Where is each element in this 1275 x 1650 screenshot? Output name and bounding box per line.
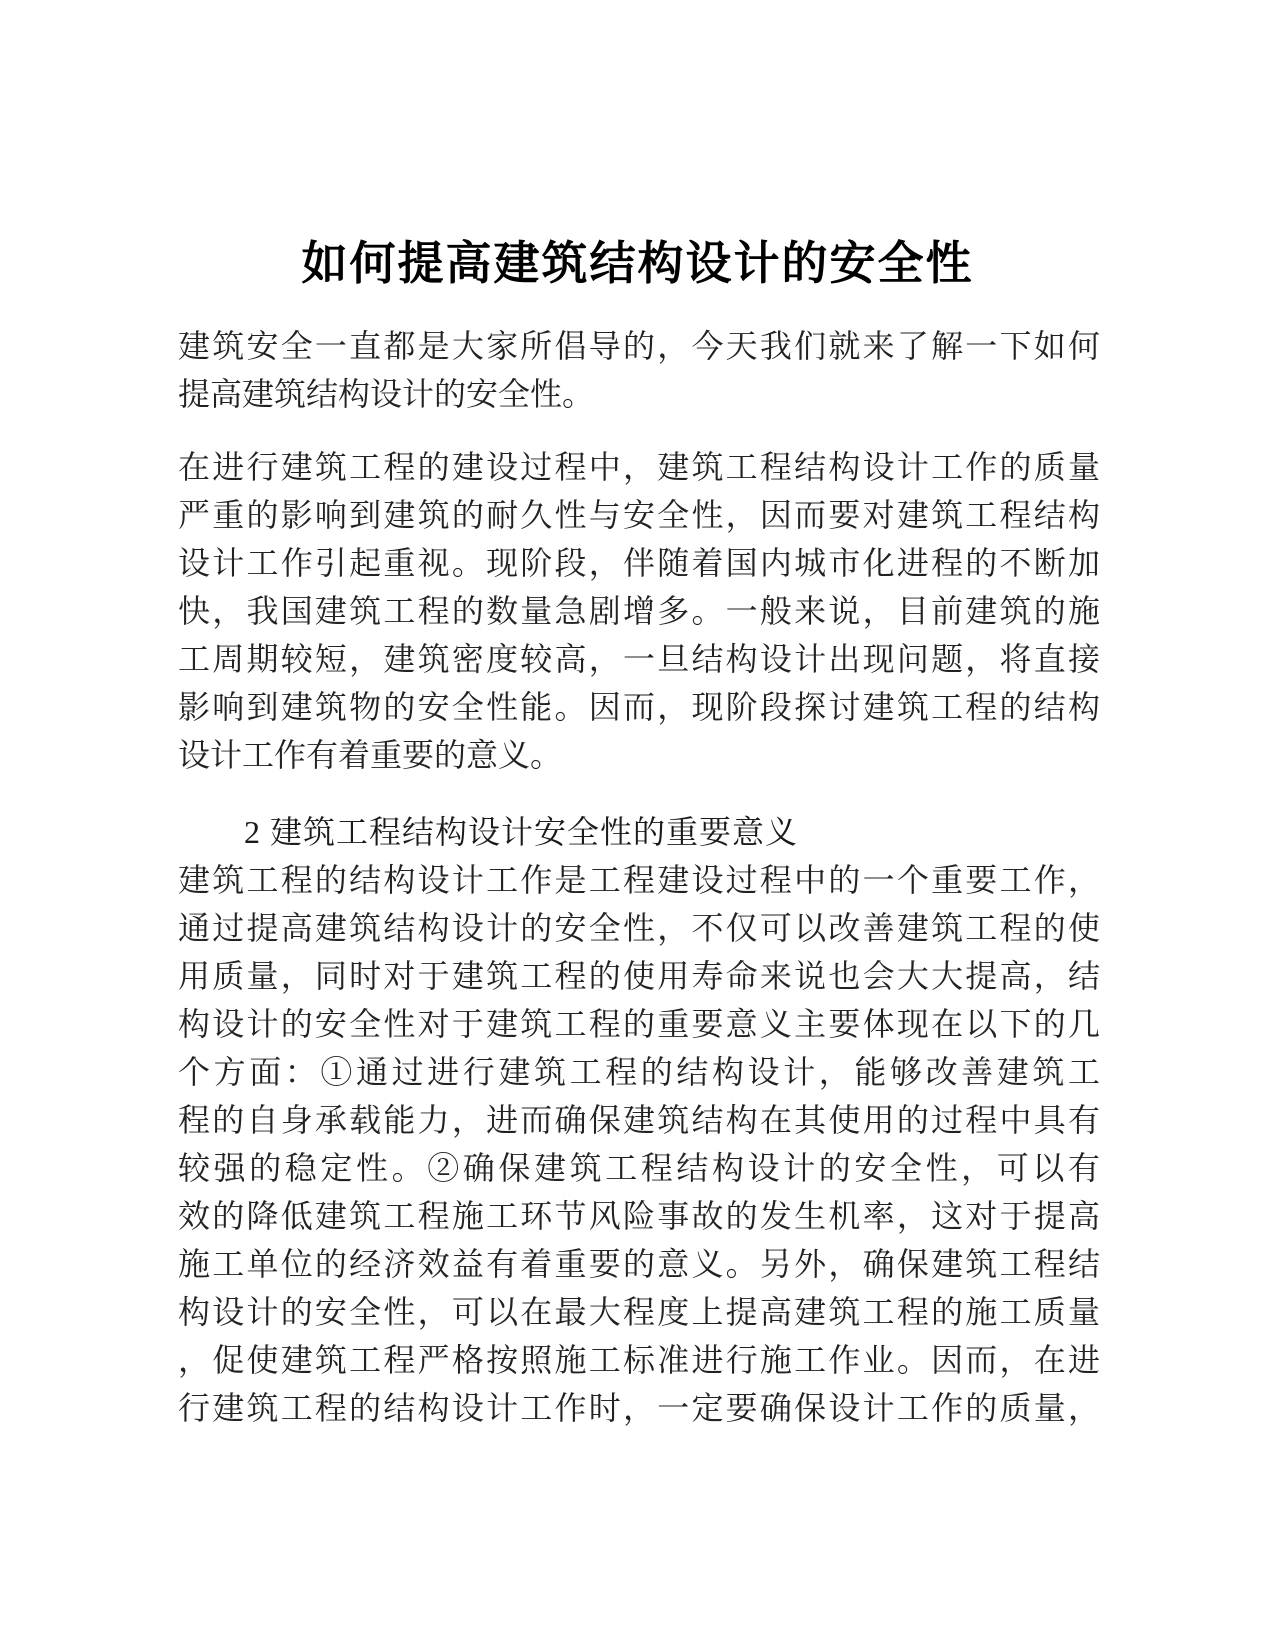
paragraph xyxy=(178,322,1100,418)
text-line: 构设计的安全性，可以在最大程度上提高建筑工程的施工质量 xyxy=(178,1294,1100,1330)
text-line: 行建筑工程的结构设计工作时，一定要确保设计工作的质量， xyxy=(178,1390,1100,1426)
text-line: 设计工作有着重要的意义。 xyxy=(178,737,563,773)
text-line: 在进行建筑工程的建设过程中，建筑工程结构设计工作的质量 xyxy=(178,449,1100,485)
text-line: 严重的影响到建筑的耐久性与安全性，因而要对建筑工程结构 xyxy=(178,497,1100,533)
text-line: 工周期较短，建筑密度较高，一旦结构设计出现问题，将直接 xyxy=(178,641,1100,677)
text-line: 建筑工程的结构设计工作是工程建设过程中的一个重要工作， xyxy=(178,862,1100,898)
text-line: 个方面：①通过进行建筑工程的结构设计，能够改善建筑工 xyxy=(178,1054,1100,1090)
text-line: 较强的稳定性。②确保建筑工程结构设计的安全性，可以有 xyxy=(178,1150,1100,1186)
text-line: 施工单位的经济效益有着重要的意义。另外，确保建筑工程结 xyxy=(178,1246,1100,1282)
paragraph xyxy=(178,856,1100,1432)
text-line: ，促使建筑工程严格按照施工标准进行施工作业。因而，在进 xyxy=(178,1342,1100,1378)
section-heading: 2 建筑工程结构设计安全性的重要意义 xyxy=(244,814,799,850)
text-line: 通过提高建筑结构设计的安全性，不仅可以改善建筑工程的使 xyxy=(178,910,1100,946)
document-body xyxy=(178,322,1100,1432)
text-line: 用质量，同时对于建筑工程的使用寿命来说也会大大提高，结 xyxy=(178,958,1100,994)
text-line: 程的自身承载能力，进而确保建筑结构在其使用的过程中具有 xyxy=(178,1102,1100,1138)
text-line: 快，我国建筑工程的数量急剧增多。一般来说，目前建筑的施 xyxy=(178,593,1100,629)
text-line: 建筑安全一直都是大家所倡导的，今天我们就来了解一下如何 xyxy=(178,328,1100,364)
text-line: 设计工作引起重视。现阶段，伴随着国内城市化进程的不断加 xyxy=(178,545,1100,581)
text-line: 构设计的安全性对于建筑工程的重要意义主要体现在以下的几 xyxy=(178,1006,1100,1042)
paragraph xyxy=(178,443,1100,779)
text-line: 提高建筑结构设计的安全性。 xyxy=(178,376,595,412)
text-line: 影响到建筑物的安全性能。因而，现阶段探讨建筑工程的结构 xyxy=(178,689,1100,725)
page-title: 如何提高建筑结构设计的安全性 xyxy=(301,235,974,290)
text-line: 效的降低建筑工程施工环节风险事故的发生机率，这对于提高 xyxy=(178,1198,1100,1234)
